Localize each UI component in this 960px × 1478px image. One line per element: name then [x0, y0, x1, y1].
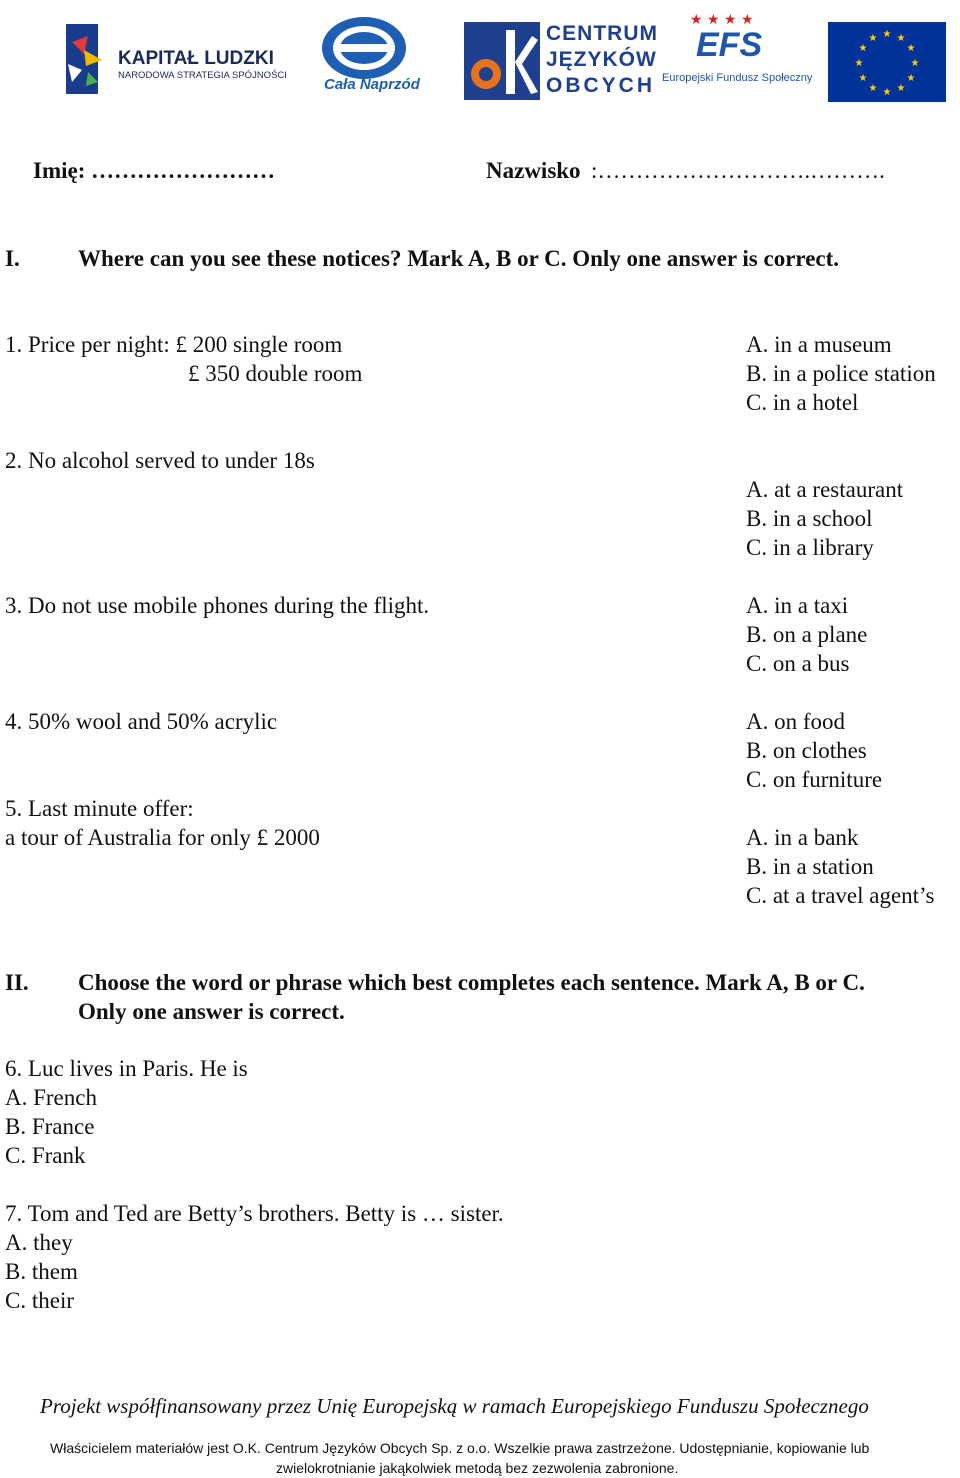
- question-1-option-b[interactable]: B. in a police station: [746, 361, 936, 386]
- ok-emblem-icon: [464, 22, 540, 100]
- name-field[interactable]: ……………………: [91, 158, 275, 183]
- question-5-option-c[interactable]: C. at a travel agent’s: [746, 883, 935, 908]
- svg-text:★: ★: [896, 33, 906, 44]
- section-2-instruction: Choose the word or phrase which best completes each sentence. Mark A, B or C.: [78, 970, 865, 995]
- svg-text:★: ★: [868, 33, 878, 44]
- section-2-instruction-line-2: Only one answer is correct.: [78, 999, 345, 1024]
- section-1-number: I.: [5, 246, 20, 271]
- svg-text:★: ★: [906, 73, 916, 84]
- question-4-text: 4. 50% wool and 50% acrylic: [5, 709, 278, 734]
- ok-line-3: OBCYCH: [546, 74, 656, 97]
- question-1-text: 1. Price per night: £ 200 single room: [5, 332, 343, 357]
- question-7-option-a[interactable]: A. they: [5, 1230, 73, 1255]
- question-1-text-line-2: £ 350 double room: [188, 361, 363, 386]
- svg-text:★: ★: [882, 29, 892, 40]
- efs-logo: [662, 10, 813, 94]
- kapital-ludzki-emblem-icon: [58, 20, 108, 98]
- name-label: Imię:: [33, 158, 86, 183]
- cala-naprzod-wordmark: Cała Naprzód: [324, 76, 420, 93]
- kapital-ludzki-title: KAPITAŁ LUDZKI: [118, 48, 274, 69]
- surname-field[interactable]: :……………………….……….: [591, 158, 885, 183]
- question-5-option-b[interactable]: B. in a station: [746, 854, 874, 879]
- question-7-option-c[interactable]: C. their: [5, 1288, 74, 1313]
- footer-project-note: Projekt współfinansowany przez Unię Europejską w ramach Europejskiego Funduszu Społecznego: [40, 1394, 869, 1418]
- question-3-option-c[interactable]: C. on a bus: [746, 651, 850, 676]
- question-2-option-a[interactable]: A. at a restaurant: [746, 477, 904, 502]
- svg-text:★: ★: [854, 58, 864, 69]
- question-5-text-line-2: a tour of Australia for only £ 2000: [5, 825, 320, 850]
- section-2-number: II.: [5, 970, 29, 995]
- svg-text:★: ★: [882, 87, 892, 98]
- question-6-option-b[interactable]: B. France: [5, 1114, 95, 1139]
- question-2-option-b[interactable]: B. in a school: [746, 506, 873, 531]
- question-4-option-b[interactable]: B. on clothes: [746, 738, 867, 763]
- eu-flag-logo: [828, 22, 946, 102]
- svg-text:★ ★ ★ ★: ★ ★ ★ ★: [690, 12, 754, 28]
- question-4-option-c[interactable]: C. on furniture: [746, 767, 883, 792]
- question-2-option-c[interactable]: C. in a library: [746, 535, 874, 560]
- cala-naprzod-logo: [314, 14, 420, 100]
- question-6-text: 6. Luc lives in Paris. He is: [5, 1056, 248, 1081]
- efs-caption: Europejski Fundusz Społeczny: [662, 72, 813, 84]
- kapital-ludzki-logo: [58, 20, 298, 100]
- question-7-text: 7. Tom and Ted are Betty’s brothers. Betty is … sister.: [5, 1201, 504, 1226]
- surname-label: Nazwisko: [486, 158, 581, 183]
- footer-rights-line-1: Właścicielem materiałów jest O.K. Centrum Języków Obcych Sp. z o.o. Wszelkie prawa zastrzeżone. Udostępnianie, kopiowanie lub: [50, 1440, 870, 1456]
- svg-text:★: ★: [858, 43, 868, 54]
- svg-text:★: ★: [910, 58, 920, 69]
- question-6-option-a[interactable]: A. French: [5, 1085, 97, 1110]
- question-5-text: 5. Last minute offer:: [5, 796, 194, 821]
- svg-text:★: ★: [906, 43, 916, 54]
- footer-rights-line-2: zwielokrotnianie jakąkolwiek metodą bez zezwolenia zabronione.: [276, 1460, 679, 1476]
- ok-line-2: JĘZYKÓW: [546, 48, 657, 71]
- question-1-option-c[interactable]: C. in a hotel: [746, 390, 859, 415]
- question-7-option-b[interactable]: B. them: [5, 1259, 78, 1284]
- section-1-instruction: Where can you see these notices? Mark A, B or C. Only one answer is correct.: [78, 246, 840, 271]
- ok-line-1: CENTRUM: [546, 22, 658, 45]
- kapital-ludzki-subtitle: NARODOWA STRATEGIA SPÓJNOŚCI: [118, 70, 287, 81]
- question-6-option-c[interactable]: C. Frank: [5, 1143, 86, 1168]
- question-1-option-a[interactable]: A. in a museum: [746, 332, 892, 357]
- question-4-option-a[interactable]: A. on food: [746, 709, 846, 734]
- question-2-text: 2. No alcohol served to under 18s: [5, 448, 315, 473]
- svg-text:★: ★: [868, 83, 878, 94]
- efs-mark: EFS: [696, 26, 763, 64]
- question-3-option-a[interactable]: A. in a taxi: [746, 593, 849, 618]
- question-5-option-a[interactable]: A. in a bank: [746, 825, 859, 850]
- question-3-option-b[interactable]: B. on a plane: [746, 622, 868, 647]
- centrum-jezykow-obcych-logo: [464, 22, 658, 102]
- question-3-text: 3. Do not use mobile phones during the flight.: [5, 593, 430, 618]
- eu-flag-icon: [828, 22, 946, 102]
- steering-wheel-icon: [314, 14, 410, 84]
- svg-text:★: ★: [896, 83, 906, 94]
- svg-text:★: ★: [858, 73, 868, 84]
